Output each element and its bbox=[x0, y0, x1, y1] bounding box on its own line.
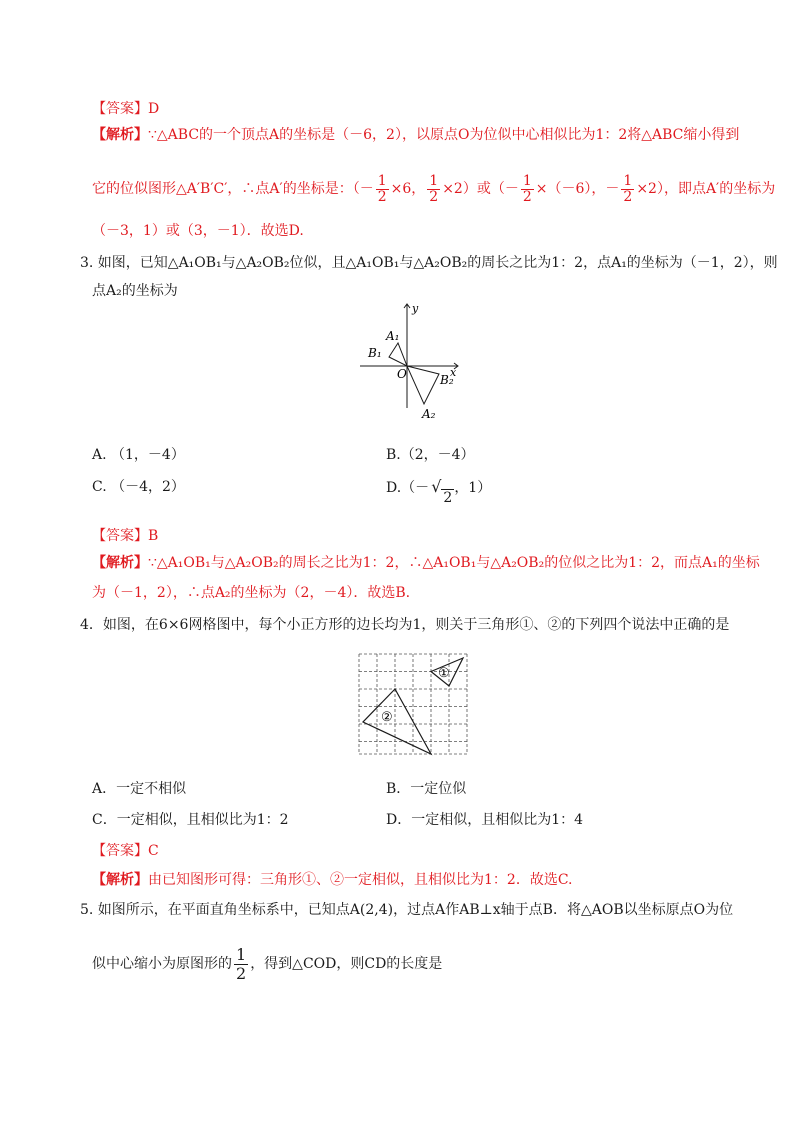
option-text: ，1） bbox=[454, 480, 492, 496]
stem-text: 似中心缩小为原图形的 bbox=[92, 956, 232, 972]
answer-value: B bbox=[148, 528, 159, 544]
q2-analysis-line2 bbox=[92, 170, 775, 208]
q4-analysis bbox=[92, 870, 572, 890]
stem-text: ，得到△COD，则CD的长度是 bbox=[250, 956, 443, 972]
q4-option-c[interactable]: C．一定相似，且相似比为1：2 bbox=[92, 812, 289, 828]
analysis-text: ∵△A₁OB₁与△A₂OB₂的周长之比为1：2，∴△A₁OB₁与△A₂OB₂的位似之比为1：2，而点A₁的坐标 bbox=[148, 555, 760, 571]
label-b2: B₂ bbox=[440, 373, 454, 387]
q2-analysis-line3: （－3，1）或（3，－1）．故选D. bbox=[92, 223, 304, 239]
q4-answer bbox=[92, 841, 159, 861]
fraction: $\frac{1}{2}$ bbox=[623, 172, 633, 205]
analysis-text: ×6， bbox=[390, 181, 426, 197]
option-text: D.（－ bbox=[386, 480, 430, 496]
q4-option-a[interactable]: A．一定不相似 bbox=[92, 781, 187, 797]
q2-answer bbox=[92, 99, 159, 119]
analysis-text: ×2）或（－ bbox=[442, 181, 519, 197]
analysis-text: ∵△ABC的一个顶点A的坐标是（－6，2），以原点O为位似中心相似比为1：2将△ABC缩小得到 bbox=[148, 127, 740, 143]
q3-stem-line2: 点A₂的坐标为 bbox=[92, 283, 178, 299]
label-o: O bbox=[397, 367, 407, 381]
analysis-text: 它的位似图形△A′B′C′，∴点A′的坐标是：（－ bbox=[92, 181, 374, 197]
analysis-text: 由已知图形可得：三角形①、②一定相似，且相似比为1：2．故选C. bbox=[148, 872, 573, 888]
analysis-text: ×（－6），－ bbox=[535, 181, 620, 197]
analysis-label: 【解析】 bbox=[92, 872, 148, 888]
q4-stem: 4．如图，在6×6网格图中，每个小正方形的边长均为1，则关于三角形①、②的下列四个说法中正确的是 bbox=[80, 617, 730, 633]
grid-lines bbox=[359, 654, 467, 754]
q3-option-c[interactable]: C. （－4，2） bbox=[92, 479, 185, 495]
label-2: ② bbox=[381, 710, 393, 725]
answer-label: 【答案】 bbox=[92, 528, 148, 544]
answer-value: D bbox=[148, 101, 160, 117]
analysis-label: 【解析】 bbox=[92, 555, 148, 571]
y-label: y bbox=[412, 302, 419, 315]
q3-option-b[interactable]: B.（2，－4） bbox=[386, 447, 475, 463]
q3-option-d[interactable] bbox=[386, 477, 492, 506]
q3-answer bbox=[92, 526, 158, 546]
radicand: 2 bbox=[443, 490, 453, 506]
sqrt-icon: √2 bbox=[431, 477, 453, 506]
fraction: $\frac{1}{2}$ bbox=[429, 172, 439, 205]
q3-coordinate-figure bbox=[360, 300, 470, 425]
analysis-label: 【解析】 bbox=[92, 127, 148, 143]
q5-stem-line1: 5. 如图所示，在平面直角坐标系中，已知点A(2,4)，过点A作AB⊥x轴于点B．将△AOB以坐标原点O为位 bbox=[80, 902, 734, 918]
q3-analysis-line1 bbox=[92, 553, 760, 573]
answer-label: 【答案】 bbox=[92, 101, 148, 117]
q3-stem-line1: 3. 如图，已知△A₁OB₁与△A₂OB₂位似，且△A₁OB₁与△A₂OB₂的周长之比为1：2，点A₁的坐标为（－1，2），则 bbox=[80, 255, 778, 271]
fraction: $\frac{1}{2}$ bbox=[236, 944, 247, 983]
q4-grid-figure bbox=[355, 650, 475, 760]
answer-value: C bbox=[148, 843, 159, 859]
answer-label: 【答案】 bbox=[92, 843, 148, 859]
x-label: x bbox=[450, 366, 457, 379]
q3-option-a[interactable]: A. （1，－4） bbox=[92, 447, 185, 463]
label-1: ① bbox=[438, 666, 450, 681]
q4-option-d[interactable]: D．一定相似，且相似比为1：4 bbox=[386, 812, 584, 828]
triangle-2 bbox=[363, 689, 431, 754]
label-b1: B₁ bbox=[368, 346, 382, 360]
analysis-text: ×2），即点A′的坐标为 bbox=[636, 181, 776, 197]
triangle-a1ob1 bbox=[389, 343, 407, 366]
fraction: $\frac{1}{2}$ bbox=[377, 172, 387, 205]
q3-analysis-line2: 为（－1，2），∴点A₂的坐标为（2，－4）．故选B. bbox=[92, 585, 411, 601]
q5-stem-line2 bbox=[92, 945, 442, 983]
triangle-a2ob2 bbox=[407, 366, 439, 404]
q4-option-b[interactable]: B．一定位似 bbox=[386, 781, 467, 797]
label-a2: A₂ bbox=[422, 407, 436, 421]
fraction: $\frac{1}{2}$ bbox=[522, 172, 532, 205]
q2-analysis-line1 bbox=[92, 125, 739, 145]
label-a1: A₁ bbox=[386, 329, 400, 343]
